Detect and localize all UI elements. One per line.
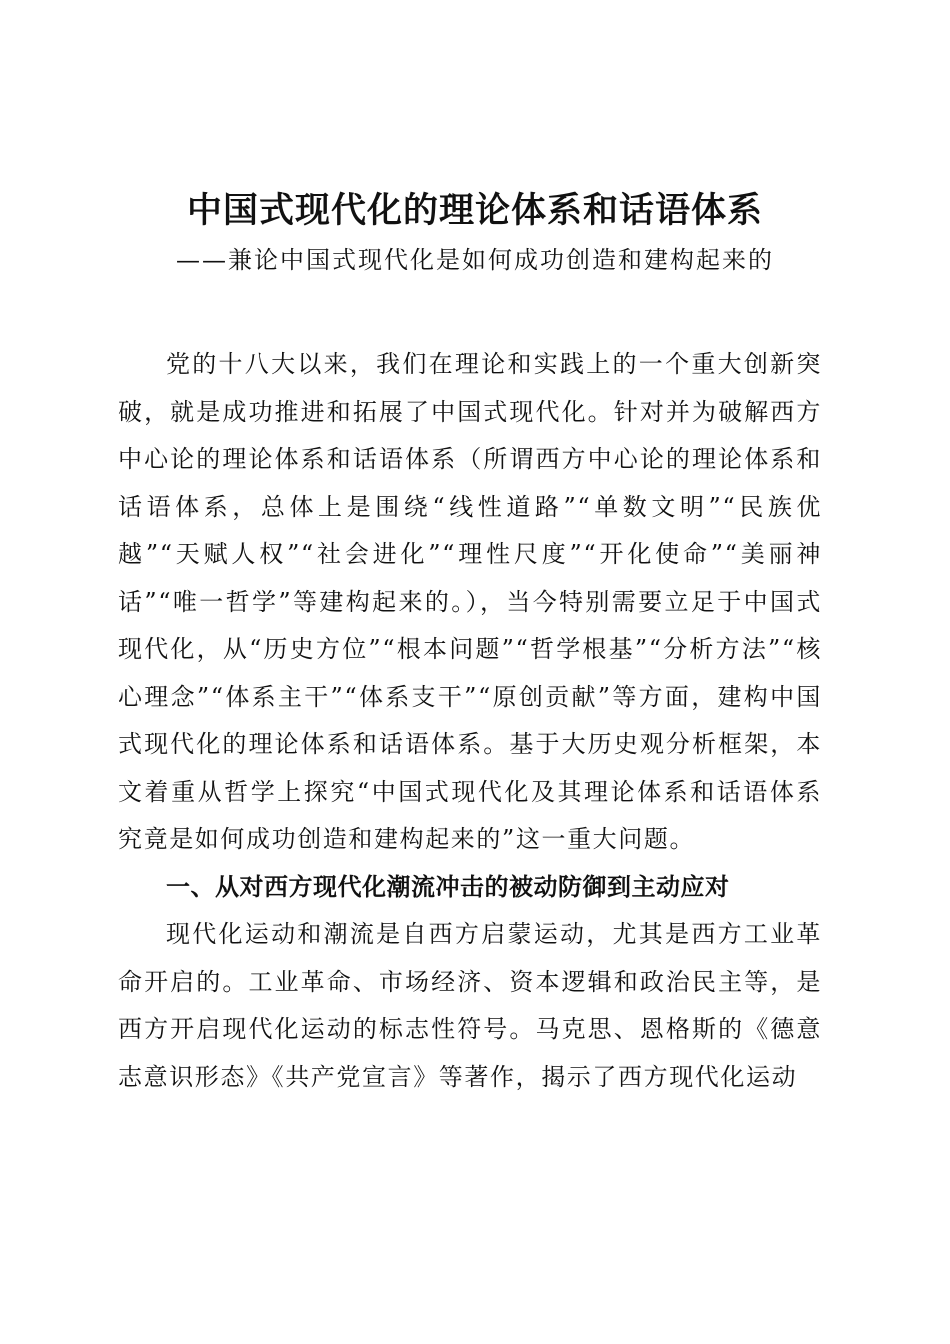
section-paragraph: 现代化运动和潮流是自西方启蒙运动，尤其是西方工业革命开启的。工业革命、市场经济、资本逻辑和政治民主等，是西方开启现代化运动的标志性符号。马克思、恩格斯的《德意志意识形态》《共产党宣言》等著作，揭示了西方现代化运动 (118, 920, 822, 1091)
section-heading: 一、从对西方现代化潮流冲击的被动防御到主动应对 (166, 872, 730, 901)
document-title: 中国式现代化的理论体系和话语体系 (186, 190, 763, 231)
document-body (118, 341, 822, 1101)
document-subtitle: ——兼论中国式现代化是如何成功创造和建构起来的 (176, 246, 774, 274)
intro-paragraph: 党的十八大以来，我们在理论和实践上的一个重大创新突破，就是成功推进和拓展了中国式现代化。针对并为破解西方中心论的理论体系和话语体系（所谓西方中心论的理论体系和话语体系，总体上是围绕“线性道路”“单数文明”“民族优越”“天赋人权”“社会进化”“理性尺度”“开化使命”“美丽神话”“唯一哲学”等建构起来的。），当今特别需要立足于中国式现代化，从“历史方位”“根本问题”“哲学根基”“分析方法”“核心理念”“体系主干”“体系支干”“原创贡献”等方面，建构中国式现代化的理论体系和话语体系。基于大历史观分析框架，本文着重从哲学上探究“中国式现代化及其理论体系和话语体系究竟是如何成功创造和建构起来的”这一重大问题。 (118, 350, 822, 853)
